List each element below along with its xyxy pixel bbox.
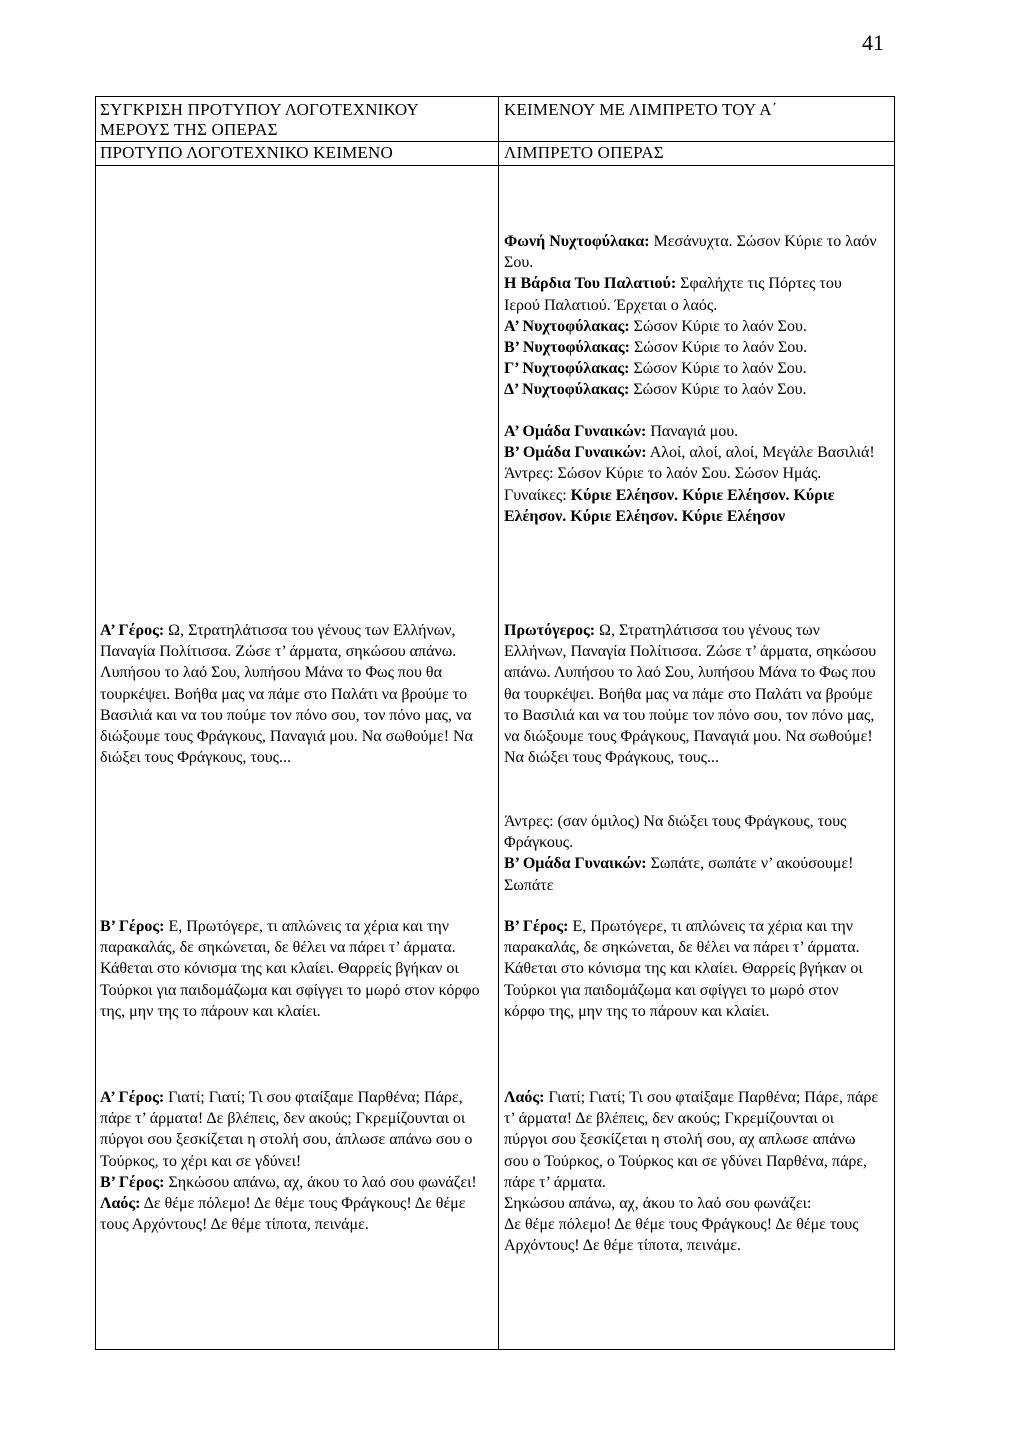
speaker-label: Β’ Γέρος:	[100, 918, 165, 935]
dialogue-line	[504, 421, 879, 442]
line-text: Σώσον Κύριε το λαόν Σου.	[629, 317, 807, 335]
speaker-label: Πρωτόγερος:	[504, 622, 596, 639]
speaker-label: Β’ Γέρος:	[100, 1173, 165, 1191]
speaker-label: Α’ Γέρος:	[100, 622, 165, 639]
line-text: Ω, Στρατηλάτισσα του γένους των Ελλήνων, Παναγία Πολίτισσα. Ζώσε τ’ άρματα, σηκώσου απάνω. Λυπήσου το λαό Σου, λυπήσου Μάνα το Φως που θα τουρκέψει. Βοήθα μας να πάμε στο Παλάτι να βρούμε το Βασιλιά και να του πούμε τον πόνο σου, τον πόνο μας, να διώξουμε τους Φράγκους, Παναγιά μου. Να σωθούμε! Να διώξει τους Φράγκους, τους...	[100, 622, 473, 767]
literary-block-first-elder	[100, 620, 485, 768]
libretto-block-night-watch	[504, 231, 879, 401]
dialogue-line	[504, 442, 879, 463]
dialogue-line	[504, 273, 879, 315]
libretto-block-women	[504, 421, 879, 527]
line-text: Σώσον Κύριε το λαόν Σου.	[629, 339, 808, 357]
line-text: Γιατί; Γιατί; Τι σου φταίξαμε Παρθένα; Πάρε, πάρε τ’ άρματα! Δε βλέπεις, δεν ακούς; Γκρεμίζουνται οι πύργοι σου ξεσκίζεται η στολή σου, αχ απλωσε απάνω σου ο Τούρκος, ο Τούρκος και σε γδύνει Παρθένα, πάρε, πάρε τ’ άρματα.	[504, 1089, 879, 1191]
speaker-label: Α’ Γέρος:	[100, 1089, 165, 1106]
table-title-left: ΣΥΓΚΡΙΣΗ ΠΡΟΤΥΠΟΥ ΛΟΓΟΤΕΧΝΙΚΟΥ ΜΕΡΟΥΣ ΤΗΣ ΟΠΕΡΑΣ	[100, 100, 419, 139]
line-text: Σηκώσου απάνω, αχ, άκου το λαό σου φωνάζει!	[164, 1173, 477, 1191]
line-text: Παναγιά μου.	[646, 423, 739, 440]
speaker-label: Β’ Ομάδα Γυναικών:	[504, 444, 647, 462]
line-text: Σφαλήχτε τις Πόρτες του Ιερού Παλατιού. Έρχεται ο λαός.	[504, 275, 842, 314]
dialogue-line	[504, 316, 879, 337]
dialogue-line	[504, 379, 879, 400]
dialogue-line	[504, 916, 879, 1022]
libretto-block-people	[504, 1087, 879, 1257]
line-text: Σώσον Κύριε το λαόν Σου.	[629, 360, 807, 378]
dialogue-line	[504, 1214, 879, 1256]
line-text: Ω, Στρατηλάτισσα του γένους των Ελλήνων, Παναγία Πολίτισσα. Ζώσε τ’ άρματα, σηκώσου απάνω. Λυπήσου το λαό Σου, λυπήσου Μάνα το Φως που θα τουρκέψει. Βοήθα μας να πάμε στο Παλάτι να βρούμε το Βασιλιά και να του πούμε τον πόνο σου, τον πόνο μας, να διώξουμε τους Φράγκους, Παναγιά μου. Να σωθούμε! Να διώξει τους Φράγκους, τους...	[504, 622, 877, 767]
dialogue-line	[504, 620, 879, 768]
line-text: Γιατί; Γιατί; Τι σου φταίξαμε Παρθένα; Πάρε, πάρε τ’ άρματα! Δε βλέπεις, δεν ακούς; Γκρεμίζουνται οι πύργοι σου ξεσκίζεται η στολή σου, άπλωσε απάνω σου ο Τούρκος, το χέρι και σε γδύνει!	[100, 1089, 473, 1170]
column-header-right: ΛΙΜΠΡΕΤΟ ΟΠΕΡΑΣ	[504, 143, 664, 162]
dialogue-line	[504, 358, 879, 379]
line-text: Ε, Πρωτόγερε, τι απλώνεις τα χέρια και την παρακαλάς, δε σηκώνεται, δε θέλει να πάρει τ’ άρματα. Κάθεται στο κόνισμα της και κλαίει. Θαρρείς βγήκαν οι Τούρκοι για παιδομάζωμα και σφίγγει το μωρό στον κόρφο της, μην της το πάρουν και κλαίει.	[504, 918, 863, 1020]
speaker-label: Β’ Ομάδα Γυναικών:	[504, 855, 647, 873]
speaker-label: Η Βάρδια Του Παλατιού:	[504, 275, 677, 293]
dialogue-line	[100, 916, 485, 1022]
line-text: Ε, Πρωτόγερε, τι απλώνεις τα χέρια και την παρακαλάς, δε σηκώνεται, δε θέλει να πάρει τ’ άρματα. Κάθεται στο κόνισμα της και κλαίει. Θαρρείς βγήκαν οι Τούρκοι για παιδομάζωμα και σφίγγει το μωρό στον κόρφο της, μην της το πάρουν και κλαίει.	[100, 918, 480, 1020]
dialogue-line	[504, 811, 879, 853]
line-text: Σωπάτε, σωπάτε ν’ ακούσουμε! Σωπάτε	[504, 855, 854, 894]
comparison-table	[95, 96, 895, 1350]
libretto-block-protogeros	[504, 620, 879, 768]
line-text: Σώσον Κύριε το λαόν Σου.	[629, 381, 807, 399]
line-text: Άντρες: (σαν όμιλος) Να διώξει τους Φράγκους, τους Φράγκους.	[504, 813, 847, 852]
column-divider	[498, 97, 499, 1349]
column-header-divider	[96, 165, 894, 166]
dialogue-line	[100, 1172, 485, 1193]
literary-block-dialogue	[100, 1087, 485, 1235]
dialogue-line	[504, 231, 879, 273]
speaker-label: Γ’ Νυχτοφύλακας:	[504, 360, 630, 378]
page-number: 41	[862, 30, 884, 55]
speaker-label: Α’ Νυχτοφύλακας:	[504, 317, 630, 335]
dialogue-line	[504, 337, 879, 358]
speaker-label: Δ’ Νυχτοφύλακας:	[504, 381, 630, 399]
speaker-label: Λαός:	[504, 1089, 545, 1106]
line-text: Άντρες: Σώσον Κύριε το λαόν Σου. Σώσον Ημάς.	[504, 465, 822, 483]
speaker-label: Β’ Γέρος:	[504, 918, 569, 935]
line-text-bold: Κύριε Ελέησον. Κύριε Ελέησον. Κύριε Ελέησον. Κύριε Ελέησον. Κύριε Ελέησον	[504, 486, 835, 525]
line-text: Αλοί, αλοί, αλοί, Μεγάλε Βασιλιά!	[646, 444, 875, 462]
line-text: Γυναίκες:	[504, 486, 567, 504]
column-header-left: ΠΡΟΤΥΠΟ ΛΟΓΟΤΕΧΝΙΚΟ ΚΕΙΜΕΝΟ	[100, 143, 393, 162]
libretto-block-men	[504, 811, 879, 896]
speaker-label: Λαός:	[100, 1195, 141, 1213]
speaker-label: Φωνή Νυχτοφύλακα:	[504, 233, 650, 250]
dialogue-line	[504, 1087, 879, 1193]
dialogue-line	[100, 1193, 485, 1235]
dialogue-line	[504, 485, 879, 527]
literary-block-second-elder	[100, 916, 485, 1022]
libretto-block-second-elder	[504, 916, 879, 1022]
line-text: Δε θέμε πόλεμο! Δε θέμε τους Φράγκους! Δε θέμε τους Αρχόντους! Δε θέμε τίποτα, πεινάμε.	[100, 1195, 466, 1234]
dialogue-line	[100, 620, 485, 768]
line-text: Σηκώσου απάνω, αχ, άκου το λαό σου φωνάζει:	[504, 1195, 812, 1213]
speaker-label: Β’ Νυχτοφύλακας:	[504, 339, 630, 357]
line-text: Μεσάνυχτα. Σώσον Κύριε το λαόν Σου.	[504, 233, 877, 272]
table-title-right: ΚΕΙΜΕΝΟΥ ΜΕ ΛΙΜΠΡΕΤΟ ΤΟΥ Α΄	[504, 100, 778, 119]
dialogue-line	[504, 1193, 879, 1214]
header-divider	[96, 141, 894, 142]
speaker-label: Α’ Ομάδα Γυναικών:	[504, 423, 647, 440]
line-text: Δε θέμε πόλεμο! Δε θέμε τους Φράγκους! Δε θέμε τους Αρχόντους! Δε θέμε τίποτα, πεινάμε.	[504, 1216, 859, 1255]
dialogue-line	[504, 463, 879, 484]
dialogue-line	[100, 1087, 485, 1172]
dialogue-line	[504, 853, 879, 895]
